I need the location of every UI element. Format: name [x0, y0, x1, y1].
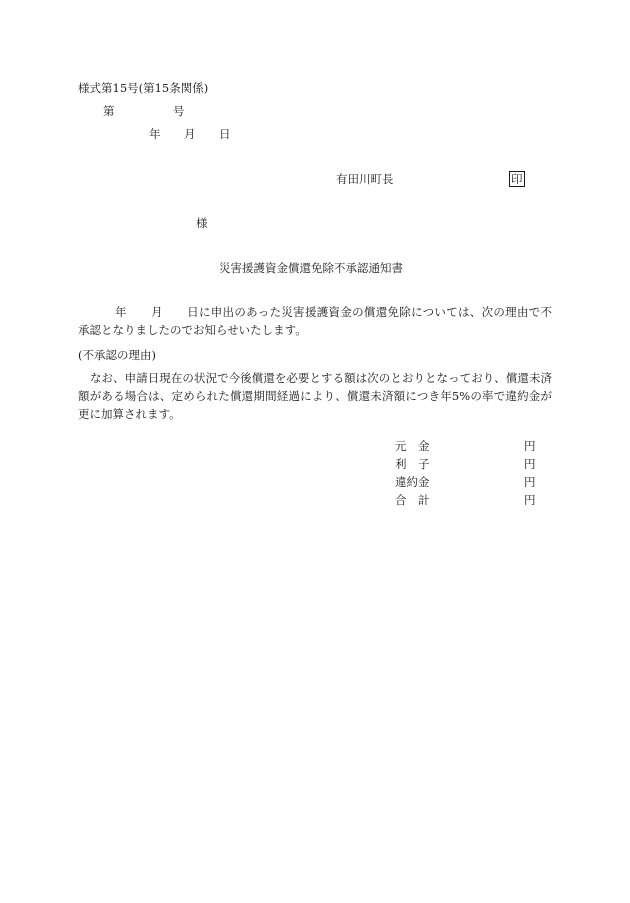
seal-mark [509, 171, 525, 187]
number-prefix: 第 [103, 104, 115, 118]
date-month: 月 [184, 127, 196, 141]
issuer-name: 有田川町長 [336, 172, 394, 186]
body-paragraph-1 [78, 303, 552, 339]
body-paragraph-2: なお、申請日現在の状況で今後償還を必要とする額は次のとおりとなっており、償還未済額がある場合は、定められた償還期間経過により、償還未済額につき年5%の率で違約金が更に加算されます。 [78, 371, 552, 421]
amount-label: 元 金 [395, 439, 430, 453]
reason-heading: (不承認の理由) [78, 348, 156, 362]
para1-year: 年 [115, 305, 127, 319]
date-year: 年 [149, 127, 161, 141]
amount-unit: 円 [524, 493, 536, 507]
number-suffix: 号 [173, 104, 185, 118]
document-title: 災害援護資金償還免除不承認通知書 [219, 261, 403, 275]
amount-unit: 円 [524, 475, 536, 489]
amount-label: 違約金 [395, 475, 430, 489]
amount-label: 利 子 [395, 457, 430, 471]
form-header: 様式第15号(第15条関係) [78, 81, 209, 95]
date-day: 日 [219, 127, 231, 141]
seal-text: 印 [511, 172, 523, 186]
para1-text: 日に申出のあった災害援護資金の償還免除については、次の理由で不承認となりましたのでお知らせいたします。 [78, 305, 553, 337]
amount-label: 合 計 [395, 493, 430, 507]
amount-unit: 円 [524, 457, 536, 471]
para1-month: 月 [150, 305, 163, 319]
recipient-suffix: 様 [196, 216, 208, 230]
amount-unit: 円 [524, 439, 536, 453]
